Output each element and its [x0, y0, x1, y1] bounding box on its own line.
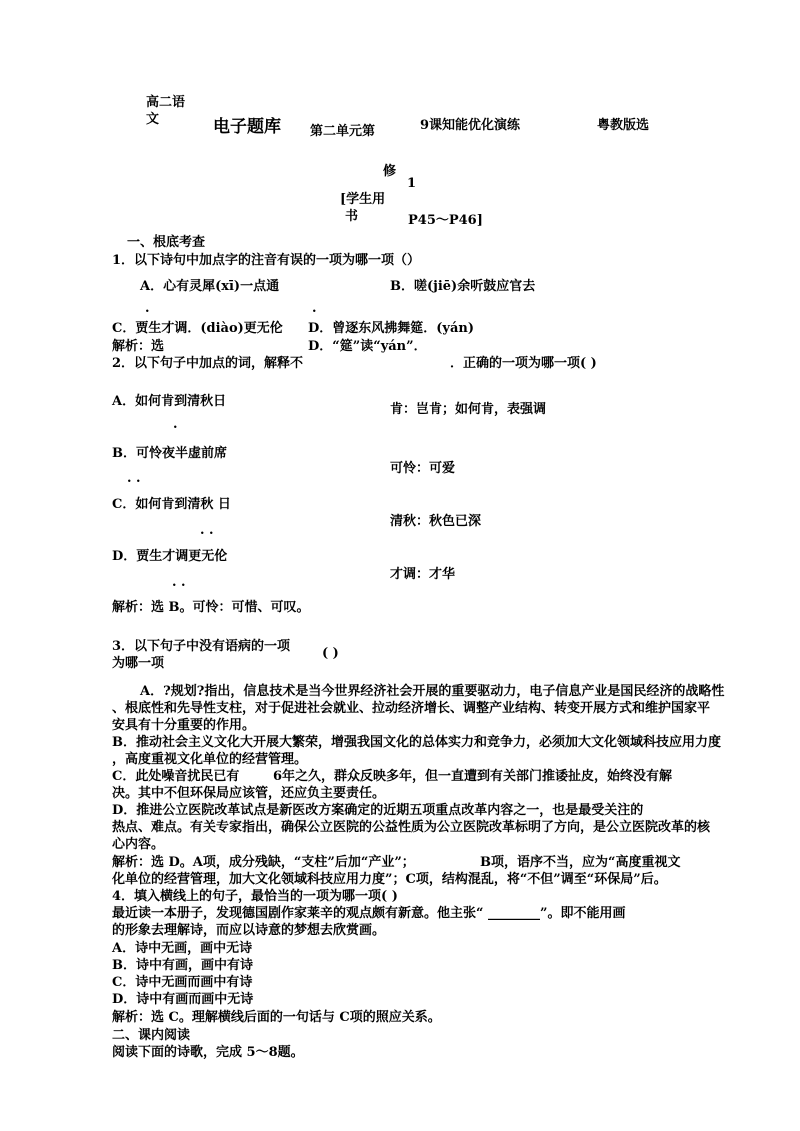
q1-option-c: C．贾生才调．(diào)更无伦 [112, 321, 283, 336]
lesson-label: 9课知能优化演练 [420, 118, 521, 133]
q1-answer-label: 解析：选 [112, 339, 165, 354]
xiu-label: 修 [383, 164, 397, 179]
emphasis-dot: . . [127, 471, 141, 486]
emphasis-dot: . [145, 301, 150, 316]
q2-answer: 解析：选 B。可怜：可惜、可叹。 [112, 600, 310, 615]
q3-option-d-line1: D．推进公立医院改革试点是新医改方案确定的近期五项重点改革内容之一，也是最受关注的 [112, 803, 644, 818]
q3-answer-line1a: 解析：选 D。A项，成分残缺，“支柱”后加“产业”； [112, 855, 415, 870]
section2-intro: 阅读下面的诗歌，完成 5～8题。 [112, 1045, 304, 1060]
q3-option-a-line2: 、根底性和先导性支柱，对于促进社会就业、拉动经济增长、调整产业结构、转变开展方式和维护国家平 [112, 701, 711, 716]
q2-option-c: C．如何肯到清秋 日 [112, 497, 231, 512]
unit-label: 第二单元第 [310, 124, 376, 139]
edition-label: 粤教版选 [597, 118, 650, 133]
q4-option-d: D．诗中有画而画中无诗 [112, 992, 254, 1007]
section1-title: 一、根底考查 [127, 235, 206, 250]
q2-option-a-explanation: 肯：岂肯；如何肯，表强调 [390, 402, 547, 417]
q4-answer: 解析：选 C。理解横线后面的一句话与 C项的照应关系。 [112, 1010, 441, 1025]
emphasis-dot: . [312, 301, 317, 316]
student-book-line2: 书 [345, 209, 359, 224]
q2-option-b: B．可怜夜半虚前席 [112, 446, 227, 461]
q3-option-c-line1a: C．此处噪音扰民已有 [112, 769, 240, 784]
q1-option-d: D．曾逐东风拂舞筵．(yán) [308, 321, 475, 336]
q2-option-d: D．贾生才调更无伦 [112, 549, 228, 564]
q4-option-b: B．诗中有画，画中有诗 [112, 958, 253, 973]
q4-option-a: A．诗中无画，画中无诗 [112, 941, 253, 956]
q1-stem: 1．以下诗句中加点字的注音有误的一项为哪一项（） [112, 253, 421, 268]
q3-answer-line1b: B项，语序不当，应为“高度重视文 [480, 855, 681, 870]
volume-number: 1 [407, 176, 417, 191]
q3-option-b-line2: ，高度重视文化单位的经营管理。 [112, 752, 308, 767]
emphasis-dot: . . [200, 523, 214, 538]
q1-answer-text: D．“筵”读“yán”． [308, 339, 427, 354]
subject-line2: 文 [146, 112, 160, 127]
student-book-line1: [学生用 [340, 192, 386, 207]
q3-stem-line2: 为哪一项 [112, 656, 165, 671]
q2-option-c-explanation: 清秋：秋色已深 [390, 514, 482, 529]
q3-option-c-line2: 决。其中不但环保局应该管，还应负主要责任。 [112, 786, 386, 801]
page-range: P45～P46] [408, 213, 483, 228]
q4-passage-line2: 的形象去理解诗，而应以诗意的梦想去欣赏画。 [112, 923, 386, 938]
q3-option-a-line3: 安具有十分重要的作用。 [112, 718, 256, 733]
library-title: 电子题库 [213, 117, 281, 137]
q2-stem-right: ．正确的一项为哪一项( ) [450, 356, 597, 371]
q4-passage-line1: 最近读一本册子，发现德国剧作家莱辛的观点颇有新意。他主张“ ________”。即不能用画 [112, 906, 626, 921]
q3-option-d-line2: 热点、难点。有关专家指出，确保公立医院的公益性质为公立医院改革标明了方向，是公立医院改革的核 [112, 820, 711, 835]
q3-answer-line2: 化单位的经营管理，加大文化领域科技应用力度”；C项，结构混乱，将“不但”调至“环保局”后。 [112, 872, 667, 887]
section2-title: 二、课内阅读 [112, 1028, 191, 1043]
q2-option-b-explanation: 可怜：可爱 [390, 461, 456, 476]
q3-stem-line1: 3．以下句子中没有语病的一项 [112, 639, 291, 654]
emphasis-dot: . . [172, 575, 186, 590]
q1-option-b: B．嗟(jiē)余听鼓应官去 [390, 279, 536, 294]
q3-option-c-line1b: 6年之久，群众反映多年，但一直遭到有关部门推诿扯皮，始终没有解 [273, 769, 673, 784]
q4-option-c: C．诗中无画而画中有诗 [112, 975, 253, 990]
q3-option-a-line1: A．?规划?指出，信息技术是当今世界经济社会开展的重要驱动力，电子信息产业是国民经济的战略性 [140, 684, 725, 699]
q1-option-a: A．心有灵犀(xī)一点通 [140, 279, 280, 294]
q3-option-b-line1: B．推动社会主义文化大开展大繁荣，增强我国文化的总体实力和竞争力，必须加大文化领域科技应用力度 [112, 735, 721, 750]
q2-option-d-explanation: 才调：才华 [390, 567, 456, 582]
emphasis-dot: . [173, 417, 178, 432]
subject-line1: 高二语 [146, 95, 186, 110]
q2-stem-left: 2．以下句子中加点的词，解释不 [112, 356, 304, 371]
q3-option-d-line3: 心内容。 [112, 837, 165, 852]
q4-stem: 4．填入横线上的句子，最恰当的一项为哪一项( ) [112, 889, 398, 904]
q2-option-a: A．如何肯到清秋日 [112, 394, 227, 409]
q3-answer-paren: ( ) [322, 646, 339, 661]
